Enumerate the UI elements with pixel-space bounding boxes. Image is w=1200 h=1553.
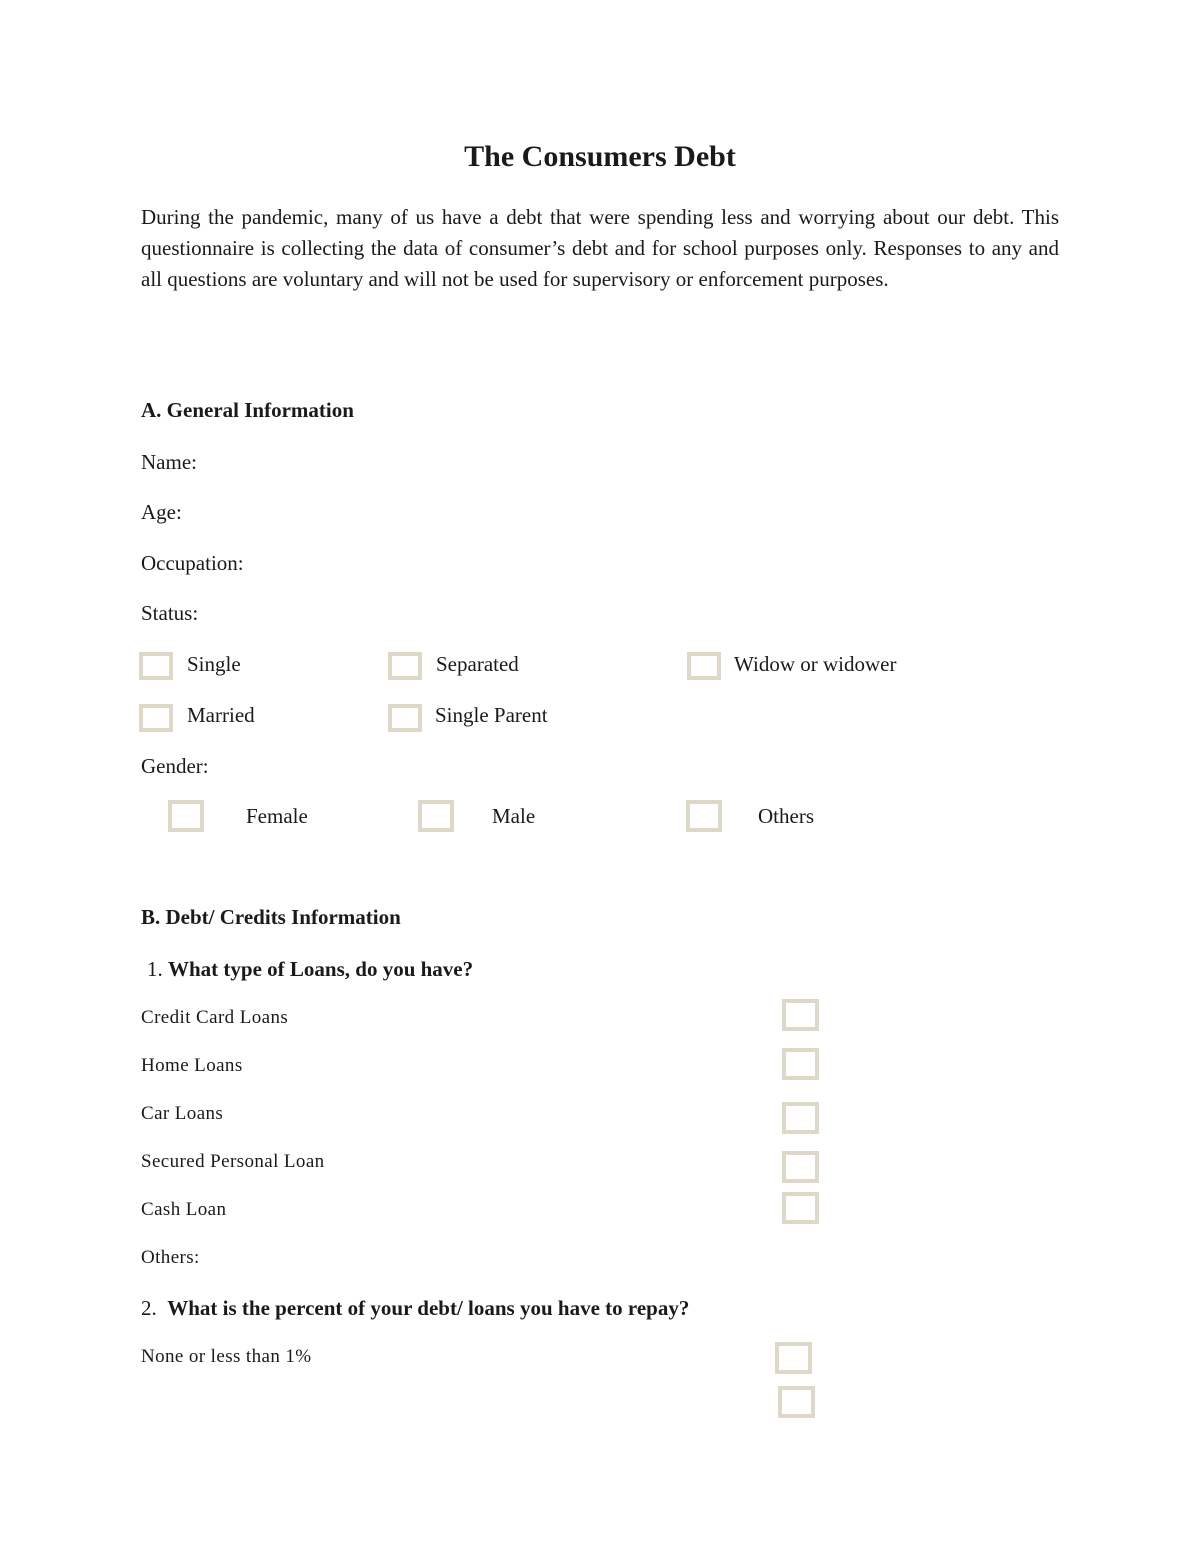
status-widow-label: Widow or widower <box>734 652 897 676</box>
status-single-parent-checkbox[interactable] <box>388 704 422 732</box>
loan-car-checkbox[interactable] <box>782 1102 819 1134</box>
intro-paragraph: During the pandemic, many of us have a debt that were spending less and worrying about our debt. This questionnaire is collecting the data of consumer’s debt and for school purposes only. Responses to any and all questions are voluntary and will not be used for supervisory or enforcement purposes. <box>141 205 1059 291</box>
status-single-checkbox[interactable] <box>139 652 173 680</box>
repay-next-checkbox[interactable] <box>778 1386 815 1418</box>
repay-option-none: None or less than 1% <box>141 1346 312 1367</box>
status-single-label: Single <box>187 652 241 676</box>
gender-female-checkbox[interactable] <box>168 800 204 832</box>
status-single-parent-label: Single Parent <box>435 703 548 727</box>
gender-label: Gender: <box>141 754 209 778</box>
loan-option-home: Home Loans <box>141 1055 243 1076</box>
status-widow-checkbox[interactable] <box>687 652 721 680</box>
gender-others-label: Others <box>758 804 814 828</box>
loan-credit-card-checkbox[interactable] <box>782 999 819 1031</box>
loan-option-secured-personal: Secured Personal Loan <box>141 1151 325 1172</box>
loan-option-credit-card: Credit Card Loans <box>141 1007 289 1028</box>
status-label: Status: <box>141 601 199 625</box>
question-2-text: What is the percent of your debt/ loans you have to repay? <box>167 1296 690 1320</box>
status-separated-checkbox[interactable] <box>388 652 422 680</box>
question-2 <box>141 1296 689 1321</box>
document-title: The Consumers Debt <box>464 140 736 173</box>
loan-others-label: Others: <box>141 1247 200 1268</box>
status-married-label: Married <box>187 703 255 727</box>
age-label: Age: <box>141 500 182 524</box>
question-1 <box>147 957 473 982</box>
repay-none-checkbox[interactable] <box>775 1342 812 1374</box>
gender-male-checkbox[interactable] <box>418 800 454 832</box>
status-married-checkbox[interactable] <box>139 704 173 732</box>
question-2-number: 2. <box>141 1296 157 1320</box>
question-1-number: 1. <box>147 957 163 981</box>
question-1-text: What type of Loans, do you have? <box>168 957 474 981</box>
section-a-heading: A. General Information <box>141 398 354 422</box>
status-separated-label: Separated <box>436 652 519 676</box>
loan-option-car: Car Loans <box>141 1103 224 1124</box>
gender-male-label: Male <box>492 804 536 828</box>
section-b-heading: B. Debt/ Credits Information <box>141 905 401 929</box>
loan-cash-checkbox[interactable] <box>782 1192 819 1224</box>
name-label: Name: <box>141 450 197 474</box>
loan-home-checkbox[interactable] <box>782 1048 819 1080</box>
loan-secured-personal-checkbox[interactable] <box>782 1151 819 1183</box>
gender-female-label: Female <box>246 804 308 828</box>
occupation-label: Occupation: <box>141 551 244 575</box>
gender-others-checkbox[interactable] <box>686 800 722 832</box>
loan-option-cash: Cash Loan <box>141 1199 227 1220</box>
